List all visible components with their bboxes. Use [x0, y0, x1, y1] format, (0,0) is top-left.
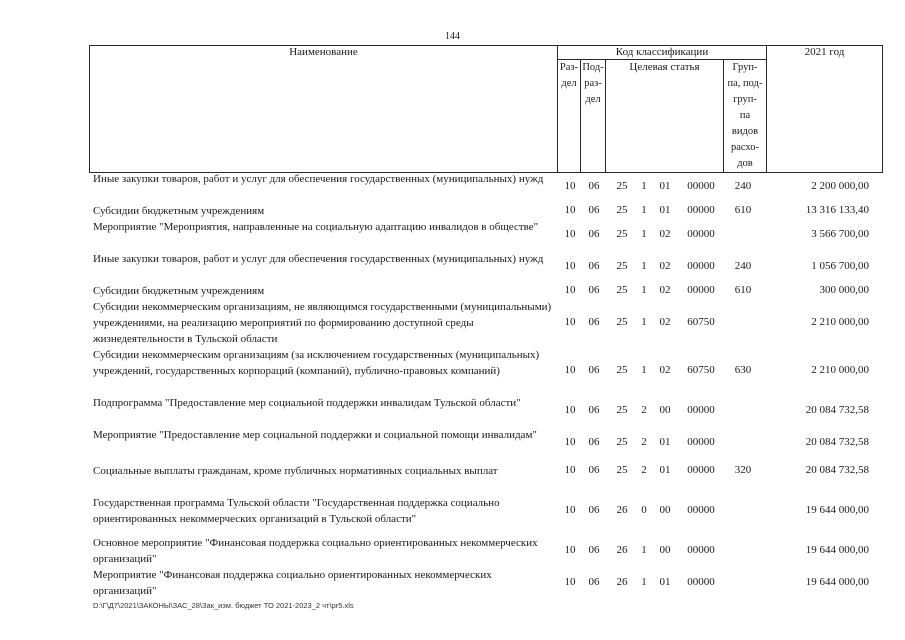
row-pr: 06	[588, 260, 600, 272]
row-rz: 10	[564, 284, 576, 296]
row-vr: 240	[734, 260, 752, 272]
row-cs4: 60750	[687, 364, 715, 376]
table-row	[93, 347, 883, 395]
row-name: Иные закупки товаров, работ и услуг для обеспечения государственных (муниципальных) нужд	[93, 253, 544, 265]
row-sum: 1 056 700,00	[811, 260, 869, 272]
header-classification: Код классификации	[558, 46, 767, 60]
page-number: 144	[445, 31, 460, 42]
row-rz: 10	[564, 260, 576, 272]
row-name: Субсидии некоммерческим организациям, не являющимся государственными (муниципальными) учреждениями, на реализацию мероприятий по формированию доступной среды жизнедеятельности в Тульской области	[93, 301, 552, 345]
row-cs2: 1	[641, 316, 647, 328]
row-cs3: 00	[659, 544, 671, 556]
row-cs3: 01	[659, 436, 671, 448]
row-name: Основное мероприятие "Финансовая поддержка социально ориентированных некоммерческих организаций"	[93, 537, 538, 565]
row-rz: 10	[564, 228, 576, 240]
row-cs4: 00000	[687, 180, 715, 192]
row-cs1: 25	[616, 180, 628, 192]
row-name: Мероприятие "Финансовая поддержка социально ориентированных некоммерческих организаций"	[93, 569, 492, 597]
row-cs2: 1	[641, 364, 647, 376]
row-cs1: 26	[616, 576, 628, 588]
row-name: Мероприятие "Мероприятия, направленные на социальную адаптацию инвалидов в обществе"	[93, 221, 539, 233]
table-row	[93, 567, 883, 599]
table-row	[93, 427, 883, 459]
row-name: Подпрограмма "Предоставление мер социальной поддержки инвалидам Тульской области"	[93, 397, 521, 409]
row-cs4: 00000	[687, 284, 715, 296]
table-row	[93, 463, 883, 479]
row-pr: 06	[588, 544, 600, 556]
row-cs2: 1	[641, 228, 647, 240]
row-pr: 06	[588, 364, 600, 376]
table-row	[93, 283, 883, 299]
row-pr: 06	[588, 404, 600, 416]
row-rz: 10	[564, 544, 576, 556]
row-cs1: 25	[616, 404, 628, 416]
row-cs3: 02	[659, 260, 671, 272]
row-cs4: 00000	[687, 504, 715, 516]
header-name: Наименование	[90, 46, 558, 173]
row-sum: 19 644 000,00	[805, 576, 869, 588]
row-cs3: 02	[659, 284, 671, 296]
row-cs2: 1	[641, 204, 647, 216]
row-cs3: 00	[659, 504, 671, 516]
row-cs4: 00000	[687, 544, 715, 556]
row-cs2: 1	[641, 284, 647, 296]
row-sum: 3 566 700,00	[811, 228, 869, 240]
row-sum: 20 084 732,58	[805, 436, 869, 448]
row-cs1: 25	[616, 364, 628, 376]
row-cs2: 0	[641, 504, 647, 516]
table-row	[93, 535, 883, 567]
row-rz: 10	[564, 436, 576, 448]
row-name: Субсидии некоммерческим организациям (за исключением государственных (муниципальных) учреждений, государственных корпораций (компаний), публично-правовых компаний)	[93, 349, 540, 377]
row-cs3: 01	[659, 204, 671, 216]
row-vr: 630	[734, 364, 752, 376]
row-cs1: 25	[616, 260, 628, 272]
row-pr: 06	[588, 204, 600, 216]
row-vr: 320	[734, 464, 752, 476]
row-pr: 06	[588, 504, 600, 516]
row-cs4: 60750	[687, 316, 715, 328]
row-cs1: 25	[616, 436, 628, 448]
file-path-footer: D:\Г\Д7\2021\ЗАКОНЫ\ЗАС_28\Зак_изм. бюджет ТО 2021-2023_2 чт\pr5.xls	[93, 601, 354, 610]
row-pr: 06	[588, 284, 600, 296]
row-cs3: 02	[659, 364, 671, 376]
row-cs3: 00	[659, 404, 671, 416]
row-cs1: 26	[616, 544, 628, 556]
row-sum: 2 210 000,00	[811, 364, 869, 376]
header-podrazdel: Под- раз- дел	[581, 60, 606, 173]
row-cs4: 00000	[687, 436, 715, 448]
row-pr: 06	[588, 436, 600, 448]
row-cs4: 00000	[687, 204, 715, 216]
row-cs1: 25	[616, 284, 628, 296]
row-name: Государственная программа Тульской области "Государственная поддержка социально ориентированных некоммерческих организаций в Тульской области"	[93, 497, 500, 525]
row-sum: 19 644 000,00	[805, 504, 869, 516]
row-cs2: 2	[641, 404, 647, 416]
row-cs3: 02	[659, 228, 671, 240]
row-cs4: 00000	[687, 228, 715, 240]
row-sum: 2 210 000,00	[811, 316, 869, 328]
row-cs2: 1	[641, 576, 647, 588]
row-cs2: 2	[641, 436, 647, 448]
row-rz: 10	[564, 504, 576, 516]
header-razdel: Раз- дел	[558, 60, 581, 173]
row-rz: 10	[564, 576, 576, 588]
row-rz: 10	[564, 204, 576, 216]
row-cs1: 26	[616, 504, 628, 516]
header-expense-group: Груп- па, под- груп- па видов расхо- дов	[724, 60, 767, 173]
row-cs4: 00000	[687, 260, 715, 272]
row-name: Субсидии бюджетным учреждениям	[93, 205, 265, 217]
table-row	[93, 495, 883, 527]
row-rz: 10	[564, 364, 576, 376]
row-cs2: 1	[641, 544, 647, 556]
row-cs1: 25	[616, 228, 628, 240]
header-target-article: Целевая статья	[606, 60, 724, 173]
row-cs4: 00000	[687, 576, 715, 588]
row-cs2: 1	[641, 260, 647, 272]
header-year: 2021 год	[767, 46, 883, 173]
row-vr: 610	[734, 284, 752, 296]
row-rz: 10	[564, 180, 576, 192]
row-vr: 240	[734, 180, 752, 192]
row-rz: 10	[564, 464, 576, 476]
row-cs1: 25	[616, 464, 628, 476]
row-rz: 10	[564, 404, 576, 416]
table-row	[93, 171, 883, 203]
table-row	[93, 395, 883, 427]
row-pr: 06	[588, 464, 600, 476]
row-cs3: 01	[659, 180, 671, 192]
row-rz: 10	[564, 316, 576, 328]
row-sum: 20 084 732,58	[805, 464, 869, 476]
row-cs3: 01	[659, 576, 671, 588]
row-pr: 06	[588, 180, 600, 192]
row-sum: 19 644 000,00	[805, 544, 869, 556]
row-cs2: 2	[641, 464, 647, 476]
row-sum: 20 084 732,58	[805, 404, 869, 416]
row-vr: 610	[734, 204, 752, 216]
row-cs3: 01	[659, 464, 671, 476]
row-cs4: 00000	[687, 464, 715, 476]
row-pr: 06	[588, 316, 600, 328]
row-cs4: 00000	[687, 404, 715, 416]
row-pr: 06	[588, 228, 600, 240]
row-sum: 2 200 000,00	[811, 180, 869, 192]
table-header	[89, 45, 883, 173]
row-sum: 300 000,00	[819, 284, 869, 296]
table-row	[93, 251, 883, 283]
table-row	[93, 299, 883, 347]
row-name: Мероприятие "Предоставление мер социальной поддержки и социальной помощи инвалидам"	[93, 429, 537, 441]
table-row	[93, 219, 883, 251]
row-cs1: 25	[616, 316, 628, 328]
row-cs3: 02	[659, 316, 671, 328]
table-row	[93, 203, 883, 219]
row-name: Иные закупки товаров, работ и услуг для обеспечения государственных (муниципальных) нужд	[93, 173, 544, 185]
row-name: Субсидии бюджетным учреждениям	[93, 285, 265, 297]
row-cs1: 25	[616, 204, 628, 216]
row-cs2: 1	[641, 180, 647, 192]
row-sum: 13 316 133,40	[805, 204, 869, 216]
row-name: Социальные выплаты гражданам, кроме публичных нормативных социальных выплат	[93, 465, 498, 477]
row-pr: 06	[588, 576, 600, 588]
